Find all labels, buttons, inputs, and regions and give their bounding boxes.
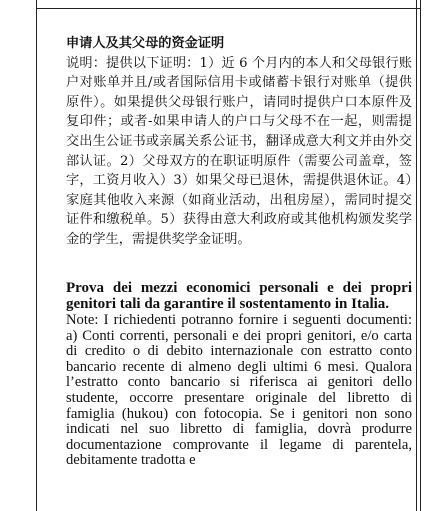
italian-section-body: Note: I richiedenti potranno fornire i seguenti documenti: a) Conti correnti, personali e dei propri genitori, e/o carta di credito o di debito internazionale con estratto conto bancario recente di almeno degli ultimi 6 mesi. Qualora l’estratto conto bancario si riferisca ai genitori dello studente, occorre presentare originale del libretto di famiglia (hukou) con fotocopia. Se i genitori non sono indicati nel suo libretto di famiglia, dovrà produrre documentazione comprovante il legame di parentela, debitamente tradotta e — [66, 312, 412, 469]
table-left-border — [36, 0, 37, 511]
table-right-border — [420, 0, 421, 511]
chinese-section-title: 申请人及其父母的资金证明 — [66, 36, 225, 51]
table-top-border — [36, 8, 421, 9]
chinese-section-body: 说明：提供以下证明：1）近 6 个月内的本人和父母银行账户对账单并且/或者国际信用卡或储蓄卡银行对账单（提供原件）。如果提供父母银行账户，请同时提供户口本原件及复印件；或者-如果申请人的户口与父母不在一起，则需提交出生公证书或亲属关系公证书，翻译成意大利文并由外交部认证。2）父母双方的在职证明原件（需要公司盖章，签字，工资月收入）3）如果父母已退休，需提供退休证。4）家庭其他收入来源（如商业活动，出租房屋），需同时提交证件和缴税单。5）获得由意大利政府或其他机构颁发奖学金的学生，需提供奖学金证明。 — [66, 55, 412, 247]
chinese-requirement-block — [66, 34, 412, 250]
italian-section-title: Prova dei mezzi economici personali e dei propri genitori tali da garantire il sostentamento in Italia. — [66, 280, 412, 312]
table-right-border-inner — [416, 0, 417, 511]
italian-requirement-block — [66, 280, 412, 469]
